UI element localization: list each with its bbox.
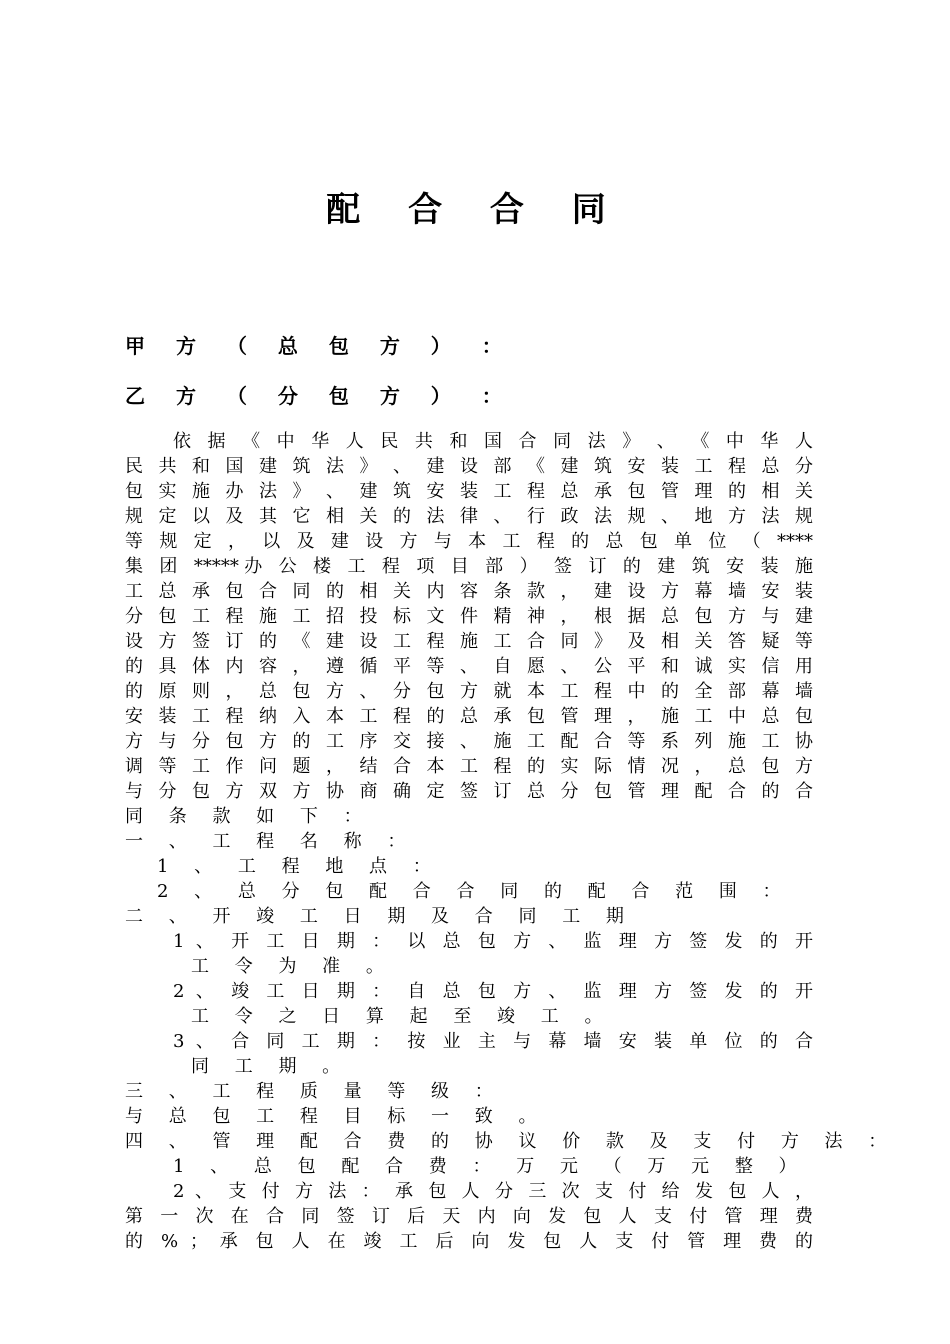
body-line: 1 、 开 工 日 期 ： 以 总 包 方 、 监 理 方 签 发 的 开 (173, 931, 813, 952)
body-line: 包 实 施 办 法 》 、 建 筑 安 装 工 程 总 承 包 管 理 的 相 关 (125, 481, 813, 502)
body-line: 与 分 包 方 双 方 协 商 确 定 签 订 总 分 包 管 理 配 合 的 合 (125, 781, 813, 802)
body-line: 与 总 包 工 程 目 标 一 致 。 (125, 1106, 547, 1127)
body-line: 同 工 期 。 (191, 1056, 351, 1077)
body-line: 等 规 定 ， 以 及 建 设 方 与 本 工 程 的 总 包 单 位 （ **** (125, 531, 813, 552)
body-line: 工 总 承 包 合 同 的 相 关 内 容 条 款 ， 建 设 方 幕 墙 安 装 (125, 581, 813, 602)
body-line: 二 、 开 竣 工 日 期 及 合 同 工 期 (125, 906, 634, 927)
body-line: 安 装 工 程 纳 入 本 工 程 的 总 承 包 管 理 ， 施 工 中 总 包 (125, 706, 813, 727)
document-title: 配 合 合 同 (326, 190, 624, 230)
body-line: 规 定 以 及 其 它 相 关 的 法 律 、 行 政 法 规 、 地 方 法 规 (125, 506, 813, 527)
party-b-label: 乙 方 （ 分 包 方 ） ： (125, 384, 514, 408)
body-line: 第 一 次 在 合 同 签 订 后 天 内 向 发 包 人 支 付 管 理 费 (125, 1206, 813, 1227)
body-line: 调 等 工 作 问 题 ， 结 合 本 工 程 的 实 际 情 况 ， 总 包 方 (125, 756, 813, 777)
body-line: 一 、 工 程 名 称 ： (125, 831, 416, 852)
body-line: 的 具 体 内 容 ， 遵 循 平 等 、 自 愿 、 公 平 和 诚 实 信 用 (125, 656, 813, 677)
body-line: 设 方 签 订 的 《 建 设 工 程 施 工 合 同 》 及 相 关 答 疑 等 (125, 631, 813, 652)
body-line: 3 、 合 同 工 期 ： 按 业 主 与 幕 墙 安 装 单 位 的 合 (173, 1031, 813, 1052)
body-line: 民 共 和 国 建 筑 法 》 、 建 设 部 《 建 筑 安 装 工 程 总 分 (125, 456, 813, 477)
body-line: 集 团 *****办 公 楼 工 程 项 目 部 ） 签 订 的 建 筑 安 装 施 (125, 556, 813, 577)
body-line: 的 % ； 承 包 人 在 竣 工 后 向 发 包 人 支 付 管 理 费 的 (125, 1231, 813, 1252)
body-line: 依 据 《 中 华 人 民 共 和 国 合 同 法 》 、 《 中 华 人 (173, 431, 813, 452)
body-line: 2 、 支 付 方 法 ： 承 包 人 分 三 次 支 付 给 发 包 人 ， (173, 1181, 813, 1202)
body-line: 方 与 分 包 方 的 工 序 交 接 、 施 工 配 合 等 系 列 施 工 协 (125, 731, 813, 752)
body-line: 分 包 工 程 施 工 招 投 标 文 件 精 神 ， 根 据 总 包 方 与 建 (125, 606, 813, 627)
body-line: 工 令 之 日 算 起 至 竣 工 。 (191, 1006, 613, 1027)
party-a-label: 甲 方 （ 总 包 方 ） ： (125, 334, 514, 358)
body-line: 1 、 总 包 配 合 费 ： 万 元 （ 万 元 整 ） (173, 1156, 807, 1177)
body-line: 的 原 则 ， 总 包 方 、 分 包 方 就 本 工 程 中 的 全 部 幕 墙 (125, 681, 813, 702)
body-line: 同 条 款 如 下 ： (125, 806, 372, 827)
body-line: 四 、 管 理 配 合 费 的 协 议 价 款 及 支 付 方 法 ： (125, 1131, 897, 1152)
contract-body (125, 429, 897, 1254)
body-line: 2 、 总 分 包 配 合 合 同 的 配 合 范 围 ： (157, 881, 791, 902)
body-line: 2 、 竣 工 日 期 ： 自 总 包 方 、 监 理 方 签 发 的 开 (173, 981, 813, 1002)
body-line: 1 、 工 程 地 点 ： (157, 856, 441, 877)
body-line: 工 令 为 准 。 (191, 956, 394, 977)
body-line: 三 、 工 程 质 量 等 级 ： (125, 1081, 503, 1102)
